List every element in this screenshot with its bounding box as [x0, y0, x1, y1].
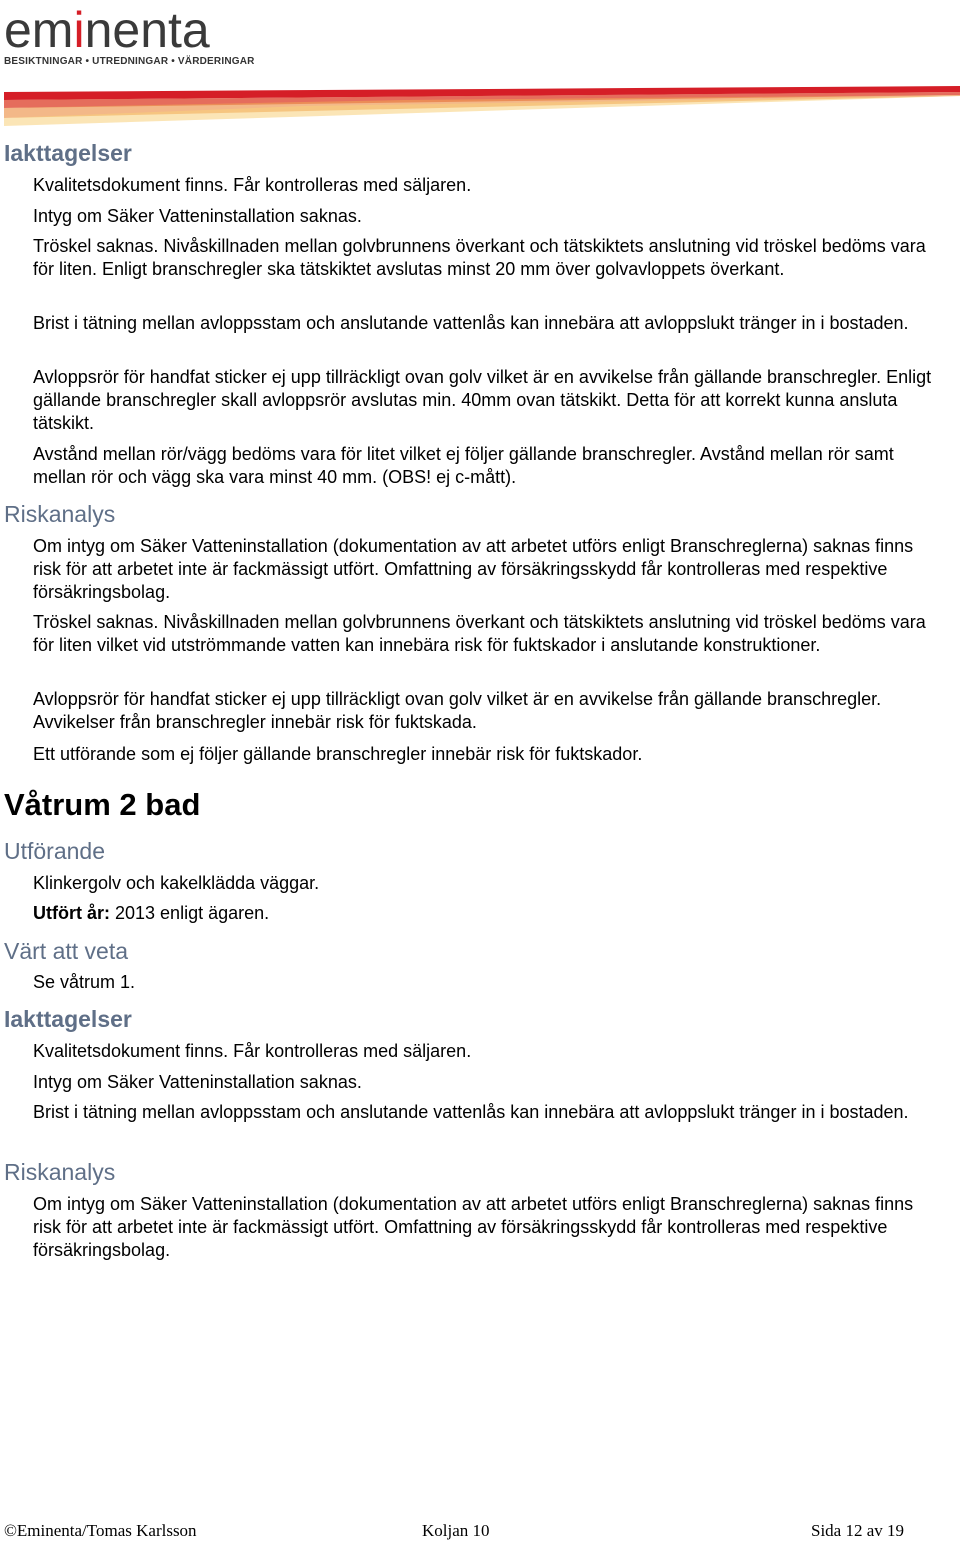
section-heading-riskanalys: Riskanalys [4, 501, 116, 527]
section-heading-riskanalys: Riskanalys [4, 1159, 116, 1185]
paragraph: Intyg om Säker Vatteninstallation saknas. [33, 206, 362, 226]
paragraph: Om intyg om Säker Vatteninstallation (dokumentation av att arbetet utförs enligt Branschreglerna) saknas finns risk för att arbetet inte är fackmässigt utfört. Omfattning av försäkringsskydd får kontrolleras med respektive försäkringsbolag. [33, 536, 914, 602]
paragraph: Ett utförande som ej följer gällande branschregler innebär risk för fuktskador. [33, 744, 643, 764]
paragraph: Se våtrum 1. [33, 972, 136, 992]
footer-author: ©Eminenta/Tomas Karlsson [4, 1521, 197, 1540]
section-heading-iakttagelser: Iakttagelser [4, 140, 132, 166]
section-heading-utforande: Utförande [4, 838, 106, 864]
company-logo [4, 2, 255, 67]
footer-page-number: Sida 12 av 19 [811, 1521, 905, 1540]
built-year-value: 2013 enligt ägaren. [110, 903, 270, 923]
section-heading-vart-att-veta: Värt att veta [4, 938, 129, 964]
paragraph: Brist i tätning mellan avloppsstam och anslutande vattenlås kan innebära att avloppslukt tränger in i bostaden. [33, 313, 909, 333]
paragraph: Klinkergolv och kakelklädda väggar. [33, 873, 320, 893]
header-stripe [4, 86, 960, 126]
paragraph: Tröskel saknas. Nivåskillnaden mellan golvbrunnens överkant och tätskiktets anslutning vid tröskel bedöms vara för liten vilket vid utströmmande vatten kan innebära risk för fuktskador i anslutande konstruktioner. [33, 612, 926, 655]
paragraph: Avloppsrör för handfat sticker ej upp tillräckligt ovan golv vilket är en avvikelse från gällande branschregler. Avvikelser från branschregler innebär risk för fuktskada. [33, 689, 882, 732]
section-heading-iakttagelser: Iakttagelser [4, 1006, 132, 1032]
paragraph: Brist i tätning mellan avloppsstam och anslutande vattenlås kan innebära att avloppslukt tränger in i bostaden. [33, 1102, 909, 1122]
logo-tagline: BESIKTNINGAR • UTREDNINGAR • VÄRDERINGAR [4, 56, 255, 67]
built-year-line [33, 902, 933, 925]
paragraph: Kvalitetsdokument finns. Får kontrolleras med säljaren. [33, 1041, 472, 1061]
paragraph: Avloppsrör för handfat sticker ej upp tillräckligt ovan golv vilket är en avvikelse från gällande branschregler. Enligt gällande branschregler skall avloppsrör avslutas min. 40mm ovan tätskikt. Detta för att korrekt kunna ansluta tätskikt. [33, 367, 932, 433]
paragraph: Kvalitetsdokument finns. Får kontrolleras med säljaren. [33, 175, 472, 195]
logo-wordmark: eminenta [4, 2, 210, 58]
room-title: Våtrum 2 bad [4, 787, 201, 822]
paragraph: Intyg om Säker Vatteninstallation saknas. [33, 1072, 362, 1092]
built-year-label: Utfört år: [33, 903, 110, 923]
footer-property: Koljan 10 [422, 1521, 490, 1540]
paragraph: Om intyg om Säker Vatteninstallation (dokumentation av att arbetet utförs enligt Branschreglerna) saknas finns risk för att arbetet inte är fackmässigt utfört. Omfattning av försäkringsskydd får kontrolleras med respektive försäkringsbolag. [33, 1194, 914, 1260]
paragraph: Tröskel saknas. Nivåskillnaden mellan golvbrunnens överkant och tätskiktets anslutning vid tröskel bedöms vara för liten. Enligt branschregler ska tätskiktet avslutas minst 20 mm över golvavloppets överkant. [33, 236, 926, 279]
paragraph: Avstånd mellan rör/vägg bedöms vara för litet vilket ej följer gällande branschregler. Avstånd mellan rör samt mellan rör och vägg ska vara minst 40 mm. (OBS! ej c-mått). [33, 444, 894, 487]
logo-accent-letter: i [73, 2, 85, 58]
